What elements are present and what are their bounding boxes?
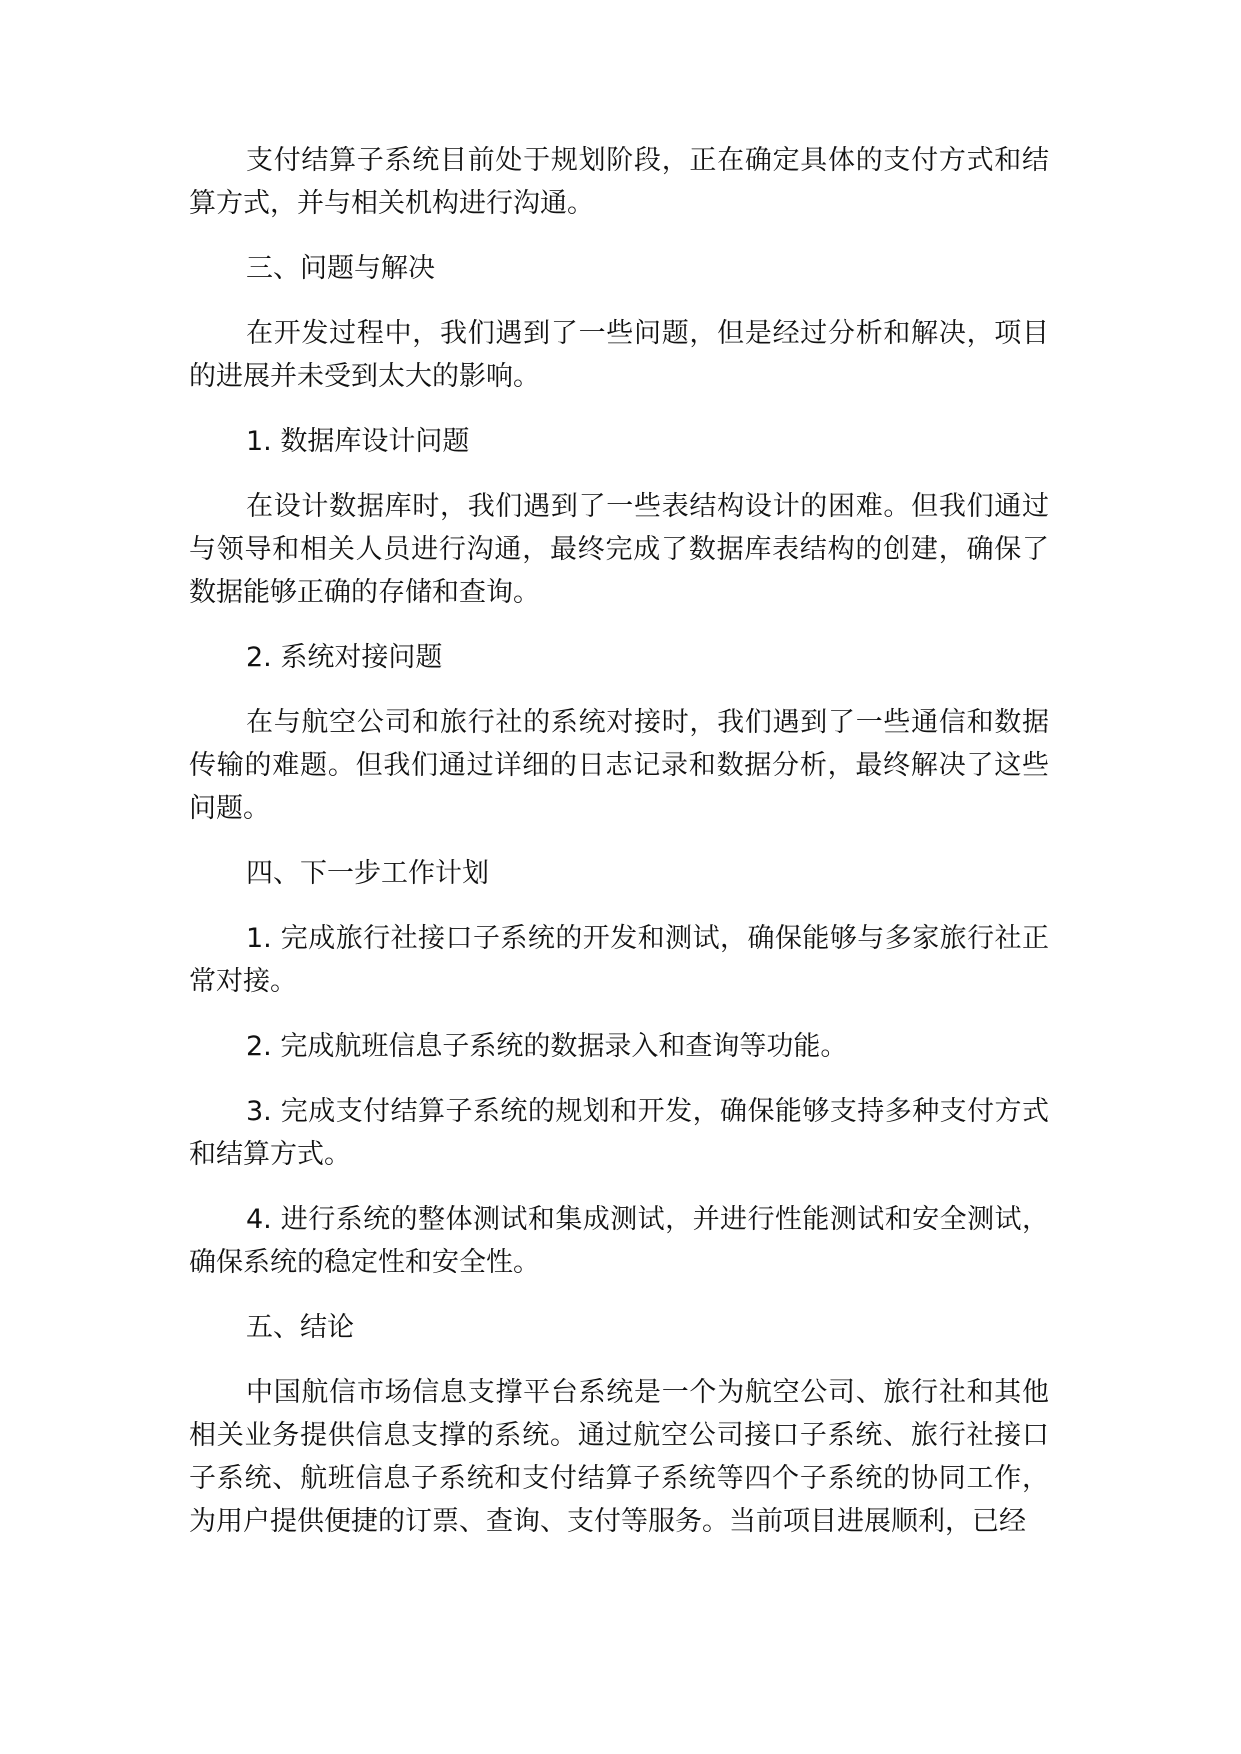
list-item-next-step-3: 3. 完成支付结算子系统的规划和开发，确保能够支持多种支付方式和结算方式。 <box>189 1096 1049 1170</box>
paragraph-database-design: 在设计数据库时，我们遇到了一些表结构设计的困难。但我们通过与领导和相关人员进行沟通，最终完成了数据库表结构的创建，确保了数据能够正确的存储和查询。 <box>189 491 1049 608</box>
list-item-next-step-1: 1. 完成旅行社接口子系统的开发和测试，确保能够与多家旅行社正常对接。 <box>189 923 1049 997</box>
section-heading-next-steps: 四、下一步工作计划 <box>246 858 489 889</box>
list-item-next-step-2: 2. 完成航班信息子系统的数据录入和查询等功能。 <box>246 1031 848 1062</box>
paragraph-conclusion: 中国航信市场信息支撑平台系统是一个为航空公司、旅行社和其他相关业务提供信息支撑的系统。通过航空公司接口子系统、旅行社接口子系统、航班信息子系统和支付结算子系统等四个子系统的协同工作，为用户提供便捷的订票、查询、支付等服务。当前项目进展顺利，已经 <box>189 1377 1049 1537</box>
section-heading-problems: 三、问题与解决 <box>246 253 435 284</box>
list-item-next-step-4: 4. 进行系统的整体测试和集成测试，并进行性能测试和安全测试，确保系统的稳定性和安全性。 <box>189 1204 1049 1278</box>
section-heading-conclusion: 五、结论 <box>246 1312 354 1343</box>
subheading-database-design: 1. 数据库设计问题 <box>246 426 470 457</box>
paragraph-payment-status: 支付结算子系统目前处于规划阶段，正在确定具体的支付方式和结算方式，并与相关机构进行沟通。 <box>189 145 1049 219</box>
paragraph-problems-intro: 在开发过程中，我们遇到了一些问题，但是经过分析和解决，项目的进展并未受到太大的影响。 <box>189 318 1049 392</box>
document-page <box>189 139 1049 1565</box>
subheading-system-integration: 2. 系统对接问题 <box>246 642 443 673</box>
paragraph-system-integration: 在与航空公司和旅行社的系统对接时，我们遇到了一些通信和数据传输的难题。但我们通过详细的日志记录和数据分析，最终解决了这些问题。 <box>189 707 1049 824</box>
